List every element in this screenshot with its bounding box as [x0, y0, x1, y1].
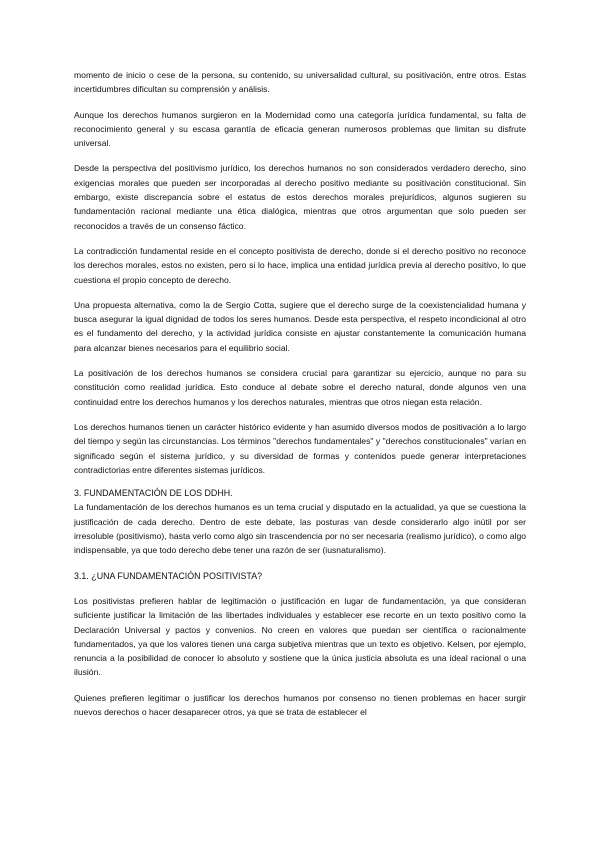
paragraph-positivismo: Desde la perspectiva del positivismo jurídico, los derechos humanos no son considerados verdadero derecho, sino exigencias morales que pueden ser incorporadas al derecho positivo mediante su positivación constitucional. Sin embargo, existe discrepancia sobre el estatus de estos derechos morales prejurídicos, algunos sugieren su fundamentación racional mediante una ética dialógica, mientras que otros argumentan que solo pueden ser reconocidos a través de un consenso fáctico.: [74, 163, 526, 231]
paragraph-modernidad: Aunque los derechos humanos surgieron en la Modernidad como una categoría jurídica fundamental, su falta de reconocimiento general y su escasa garantía de eficacia generan numerosos problemas que limitan su disfrute universal.: [74, 109, 526, 149]
paragraph-consenso: Quienes prefieren legitimar o justificar los derechos humanos por consenso no tienen problemas en hacer surgir nuevos derechos o hacer desaparecer otros, ya que se trata de establecer el: [74, 692, 526, 717]
paragraph-historico: Los derechos humanos tienen un carácter histórico evidente y han asumido diversos modos de positivación a lo largo del tiempo y según las circunstancias. Los términos "derechos fundamentales" y "derechos constitucionales" varían en significado según el sistema jurídico, y su diversidad de formas y contenidos puede generar interpretaciones contradictorias entre diferentes sistemas jurídicos.: [74, 421, 526, 475]
paragraph-positivacion: La positivación de los derechos humanos se considera crucial para garantizar su ejercicio, aunque no para su constitución como realidad jurídica. Esto conduce al debate sobre el derecho natural, donde algunos ven una continuidad entre los derechos humanos y los derechos naturales, mientras que otros niegan esta relación.: [74, 368, 526, 407]
section-heading-3: 3. FUNDAMENTACIÓN DE LOS DDHH.: [74, 488, 233, 499]
paragraph-cotta: Una propuesta alternativa, como la de Sergio Cotta, sugiere que el derecho surge de la coexistencialidad humana y busca asegurar la igual dignidad de todos los seres humanos. Desde esta perspectiva, el respeto incondicional al otro es el fundamento del derecho, y la actividad jurídica consiste en ajustar constantemente la comunicación humana para alcanzar bienes necesarios para el equilibrio social.: [74, 299, 526, 353]
section-heading-3-1: 3.1. ¿UNA FUNDAMENTACIÓN POSITIVISTA?: [74, 570, 263, 581]
paragraph-contradiccion: La contradicción fundamental reside en el concepto positivista de derecho, donde si el derecho positivo no reconoce los derechos morales, estos no existen, pero si lo hace, implica una entidad jurídica previa al derecho positivo, lo que cuestiona el propio concepto de derecho.: [74, 245, 526, 285]
paragraph-fundamentacion: La fundamentación de los derechos humanos es un tema crucial y disputado en la actualidad, ya que se cuestiona la justificación de cada derecho. Dentro de este debate, las posturas van desde considerarlo algo inútil por ser irresoluble (positivismo), hasta verlo como algo sin trascendencia por no ser necesaria (realismo jurídico), o como algo indispensable, ya que todo derecho debe tener una razón de ser (iusnaturalismo).: [74, 502, 526, 556]
paragraph-incertidumbres: momento de inicio o cese de la persona, su contenido, su universalidad cultural, su positivación, entre otros. Estas incertidumbres dificultan su comprensión y análisis.: [74, 70, 526, 95]
paragraph-positivistas: Los positivistas prefieren hablar de legitimación o justificación en lugar de fundamentación, ya que consideran suficiente justificar la limitación de las libertades individuales y establecer ese recorte en un texto positivo como la Declaración Universal y pactos y convenios. No creen en valores que puedan ser científica o racionalmente fundamentados, ya que los valores tienen una carga subjetiva mientras que un texto es objetivo. Kelsen, por ejemplo, renuncia a la posibilidad de conocer lo absoluto y sostiene que la única justicia absoluta es una ideal racional o una ilusión.: [74, 595, 526, 678]
